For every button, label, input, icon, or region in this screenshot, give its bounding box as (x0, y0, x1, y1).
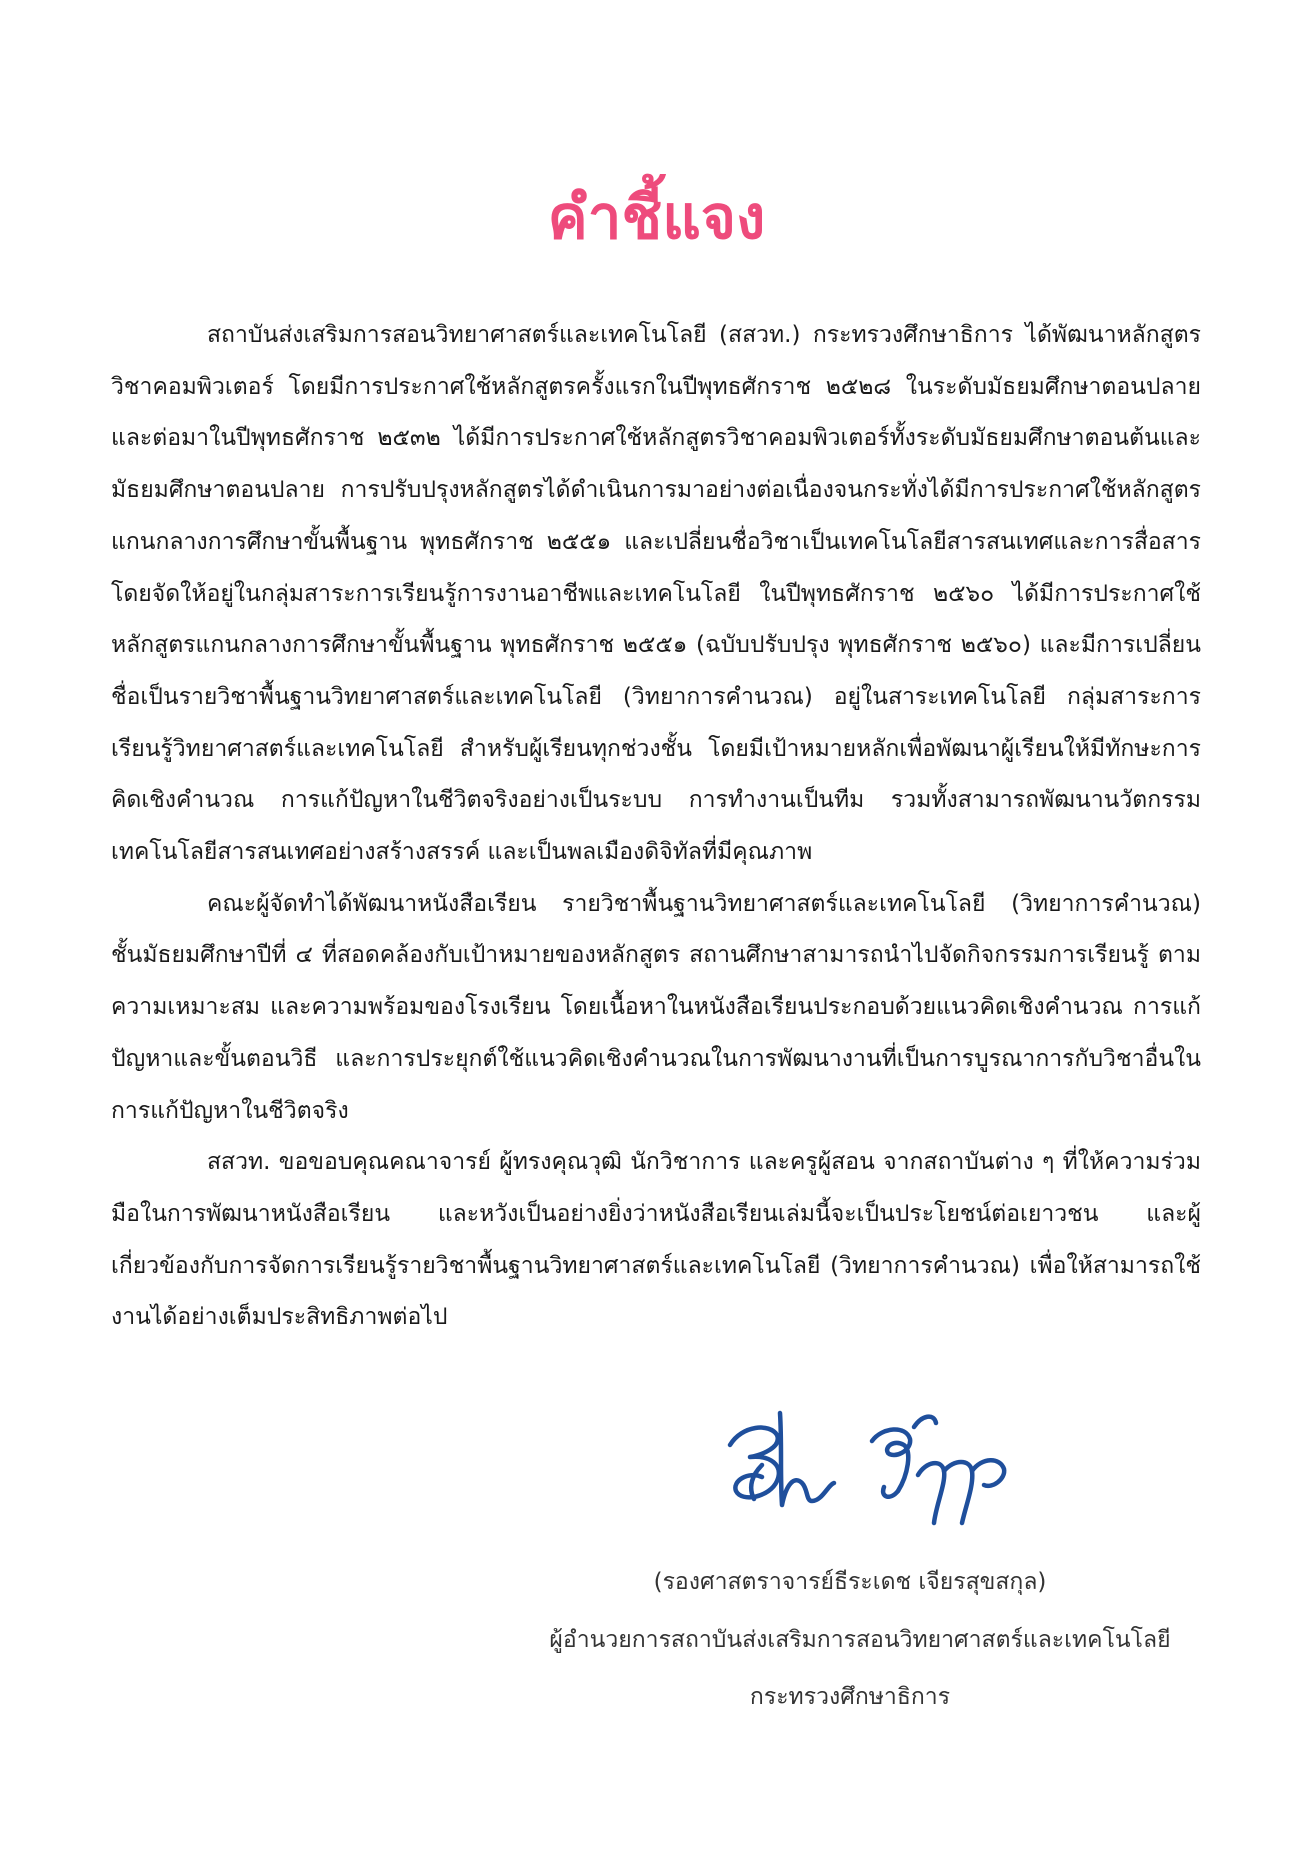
page-title: คำชี้แจง (547, 183, 766, 253)
handwritten-signature (722, 1405, 1012, 1535)
signer-organization: กระทรวงศึกษาธิการ (749, 1684, 951, 1710)
paragraph-acknowledgement: สสวท. ขอขอบคุณคณาจารย์ ผู้ทรงคุณวุฒิ นักวิชาการ และครูผู้สอน จากสถาบันต่าง ๆ ที่ให้ความร่วมมือในการพัฒนาหนังสือเรียน และหวังเป็นอย่างยิ่งว่าหนังสือเรียนเล่มนี้จะเป็นประโยชน์ต่อเยาวชน และผู้เกี่ยวข้องกับการจัดการเรียนรู้รายวิชาพื้นฐานวิทยาศาสตร์และเทคโนโลยี (วิทยาการคำนวณ) เพื่อให้สามารถใช้งานได้อย่างเต็มประสิทธิภาพต่อไป (111, 1149, 1201, 1331)
paragraph-textbook: คณะผู้จัดทำได้พัฒนาหนังสือเรียน รายวิชาพื้นฐานวิทยาศาสตร์และเทคโนโลยี (วิทยาการคำนวณ) ชั้นมัธยมศึกษาปีที่ ๔ ที่สอดคล้องกับเป้าหมายของหลักสูตร สถานศึกษาสามารถนำไปจัดกิจกรรมการเรียนรู้ ตามความเหมาะสม และความพร้อมของโรงเรียน โดยเนื้อหาในหนังสือเรียนประกอบด้วยแนวคิดเชิงคำนวณ การแก้ปัญหาและขั้นตอนวิธี และการประยุกต์ใช้แนวคิดเชิงคำนวณในการพัฒนางานที่เป็นการบูรณาการกับวิชาอื่นในการแก้ปัญหาในชีวิตจริง (111, 890, 1201, 1124)
signer-name: (รองศาสตราจารย์ธีระเดช เจียรสุขสกุล) (653, 1569, 1047, 1595)
signer-position: ผู้อำนวยการสถาบันส่งเสริมการสอนวิทยาศาสตร์และเทคโนโลยี (549, 1627, 1171, 1653)
document-body (111, 310, 1201, 1344)
paragraph-history: สถาบันส่งเสริมการสอนวิทยาศาสตร์และเทคโนโลยี (สสวท.) กระทรวงศึกษาธิการ ได้พัฒนาหลักสูตรวิชาคอมพิวเตอร์ โดยมีการประกาศใช้หลักสูตรครั้งแรกในปีพุทธศักราช ๒๕๒๘ ในระดับมัธยมศึกษาตอนปลาย และต่อมาในปีพุทธศักราช ๒๕๓๒ ได้มีการประกาศใช้หลักสูตรวิชาคอมพิวเตอร์ทั้งระดับมัธยมศึกษาตอนต้นและมัธยมศึกษาตอนปลาย การปรับปรุงหลักสูตรได้ดำเนินการมาอย่างต่อเนื่องจนกระทั่งได้มีการประกาศใช้หลักสูตรแกนกลางการศึกษาขั้นพื้นฐาน พุทธศักราช ๒๕๕๑ และเปลี่ยนชื่อวิชาเป็นเทคโนโลยีสารสนเทศและการสื่อสาร โดยจัดให้อยู่ในกลุ่มสาระการเรียนรู้การงานอาชีพและเทคโนโลยี ในปีพุทธศักราช ๒๕๖๐ ได้มีการประกาศใช้หลักสูตรแกนกลางการศึกษาขั้นพื้นฐาน พุทธศักราช ๒๕๕๑ (ฉบับปรับปรุง พุทธศักราช ๒๕๖๐) และมีการเปลี่ยนชื่อเป็นรายวิชาพื้นฐานวิทยาศาสตร์และเทคโนโลยี (วิทยาการคำนวณ) อยู่ในสาระเทคโนโลยี กลุ่มสาระการเรียนรู้วิทยาศาสตร์และเทคโนโลยี สำหรับผู้เรียนทุกช่วงชั้น โดยมีเป้าหมายหลักเพื่อพัฒนาผู้เรียนให้มีทักษะการคิดเชิงคำนวณ การแก้ปัญหาในชีวิตจริงอย่างเป็นระบบ การทำงานเป็นทีม รวมทั้งสามารถพัฒนานวัตกรรมเทคโนโลยีสารสนเทศอย่างสร้างสรรค์ และเป็นพลเมืองดิจิทัลที่มีคุณภาพ (111, 322, 1201, 866)
